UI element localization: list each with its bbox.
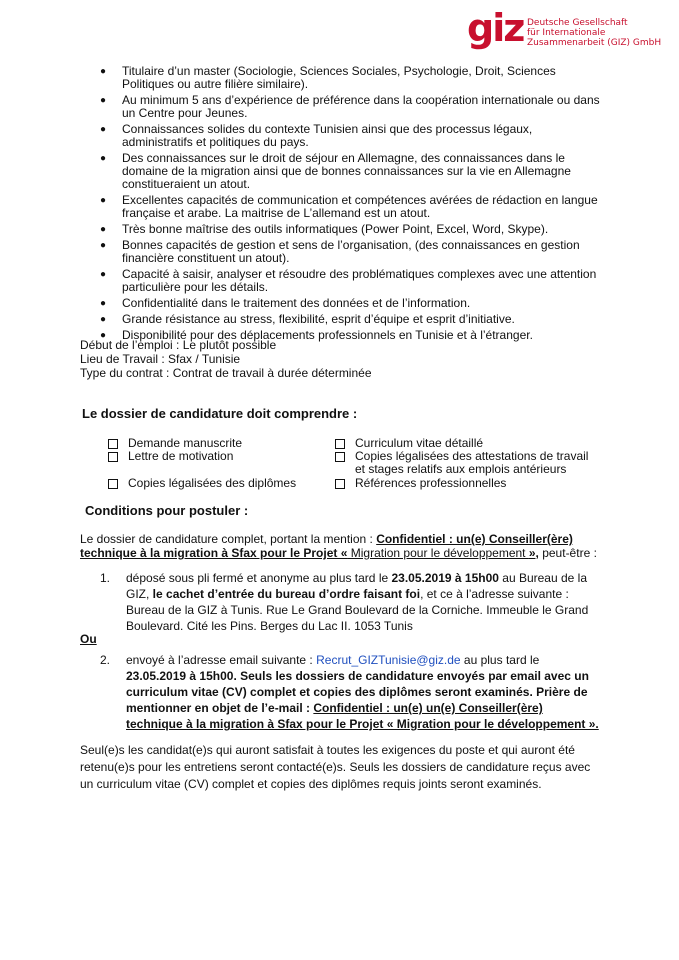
documents-checklist [108,437,598,497]
list-item: ● Capacité à saisir, analyser et résoudre des problématiques complexes avec une attention particulière pour les détails. [100,267,597,294]
dossier-title: Le dossier de candidature doit comprendre : [82,406,358,421]
list-item: ● Au minimum 5 ans d’expérience de préférence dans la coopération internationale ou dans un Centre pour Jeunes. [100,93,600,120]
deadline: 23.05.2019 à 15h00 [391,571,499,585]
giz-logo [467,8,667,48]
checkbox-icon [335,439,345,449]
checklist-item: Demande manuscrite [108,437,328,450]
giz-logo-mark: giz [467,6,524,50]
list-item: ● Très bonne maîtrise des outils informatiques (Power Point, Excel, Word, Skype). [100,222,549,236]
giz-logo-text [527,18,661,48]
email-link[interactable]: Recrut_GIZTunisie@giz.de [316,653,461,667]
submission-option-2: 2. envoyé à l’adresse email suivante : Recrut_GIZTunisie@giz.de au plus tard le 23.05.2019 à 15h00. Seuls les dossiers de candidature envoyés par email avec un curriculum vitae (CV) complet et copies des diplômes seront examinés. Prière de mentionner en objet de l’e-mail : Confidentiel : un(e) un(e) Conseiller(ère) technique à la migration à Sfax pour le Projet « Migration pour le développement ». [100,653,599,731]
conditions-title: Conditions pour postuler : [85,503,249,518]
list-item: ● Confidentialité dans le traitement des données et de l’information. [100,296,471,310]
start-date: Début de l’emploi : Le plutôt possible [80,338,277,352]
logo-line: für Internationale [527,28,606,38]
checklist-item: Références professionnelles [335,477,600,490]
checklist-item: Copies légalisées des diplômes [108,477,328,490]
job-info [80,338,600,380]
list-item: ● Excellentes capacités de communication et compétences avérées de rédaction en langue française et arabe. La maitrise de L’allemand est un atout. [100,193,598,220]
checklist-item: Curriculum vitae détaillé [335,437,600,450]
submission-option-1: 1. déposé sous pli fermé et anonyme au plus tard le 23.05.2019 à 15h00 au Bureau de la GIZ, le cachet d’entrée du bureau d’ordre faisant foi, et ce à l’adresse suivante : Bureau de la GIZ à Tunis. Rue Le Grand Boulevard de la Corniche. Immeuble le Grand Boulevard. Cité les Pins. Berges du Lac II. 1053 Tunis [100,571,589,633]
list-item: ● Bonnes capacités de gestion et sens de l’organisation, (des connaissances en gestion financière constituent un atout). [100,238,580,265]
checklist-item: Copies légalisées des attestations de travail et stages relatifs aux emplois antérieurs [335,450,600,476]
list-item: ● Grande résistance au stress, flexibilité, esprit d’équipe et esprit d’initiative. [100,312,515,326]
email-subject: Confidentiel : un(e) un(e) Conseiller(ère) technique à la migration à Sfax pour le Projet « Migration pour le développement ». [126,701,599,731]
list-item: ● Titulaire d’un master (Sociologie, Sciences Sociales, Psychologie, Droit, Sciences Politiques ou autre filière similaire). [100,64,556,91]
logo-line: Deutsche Gesellschaft [527,18,628,28]
deadline: 23.05.2019 à 15h00 [126,669,234,683]
checkbox-icon [335,452,345,462]
checkbox-icon [108,479,118,489]
checkbox-icon [108,452,118,462]
list-item: ● Des connaissances sur le droit de séjour en Allemagne, des connaissances dans le domaine de la migration ainsi que de bonnes connaissances sur la vie en Allemagne constitueraient un atout. [100,151,571,191]
logo-line: Zusammenarbeit (GIZ) GmbH [527,38,662,48]
contract-type: Type du contrat : Contrat de travail à durée déterminée [80,366,372,380]
checklist-item: Lettre de motivation [108,450,328,463]
list-item: ● Connaissances solides du contexte Tunisien ainsi que des processus légaux, administratifs et politiques du pays. [100,122,533,149]
closing-note: Seul(e)s les candidat(e)s qui auront satisfait à toutes les exigences du poste et qui auront été retenu(e)s pour les entretiens seront contacté(e)s. Seuls les dossiers de candidature reçus avec un curriculum vitae (CV) complet et copies des diplômes requis joints seront examinés. [80,743,591,791]
checkbox-icon [108,439,118,449]
confidential-mention: Confidentiel : un(e) Conseiller(ère) technique à la migration à Sfax pour le Projet « [80,532,573,560]
work-location: Lieu de Travail : Sfax / Tunisie [80,352,241,366]
requirements-list [100,65,604,342]
or-label: Ou [80,632,97,646]
list-item: ● Disponibilité pour des déplacements professionnels en Tunisie et à l’étranger. [100,328,533,342]
checkbox-icon [335,479,345,489]
application-intro: Le dossier de candidature complet, portant la mention : Confidentiel : un(e) Conseiller(ère) technique à la migration à Sfax pour le Projet « Migration pour le développement », peut-être : [80,532,597,560]
